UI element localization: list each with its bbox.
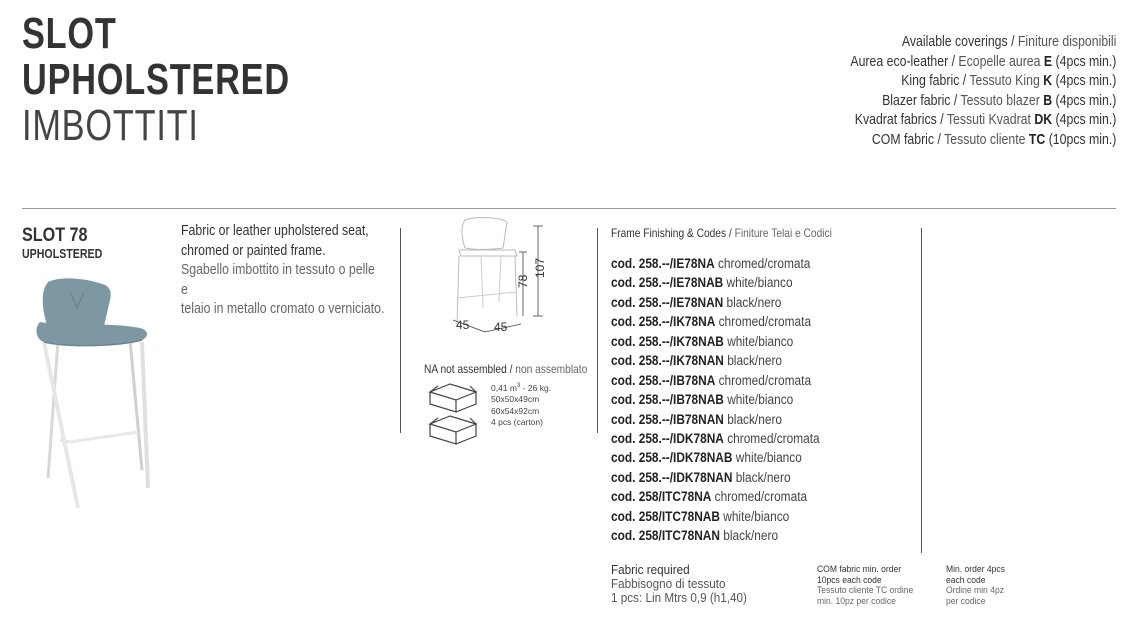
- pack-pcs: 4 pcs (carton): [491, 417, 543, 428]
- covering-it: Tessuto cliente: [943, 130, 1029, 148]
- chair-outline-seat: [459, 250, 517, 256]
- covering-row: [850, 130, 1116, 150]
- code-row: [611, 487, 820, 506]
- covering-min: (4pcs min.): [1051, 72, 1116, 90]
- not-assembled-it: non assemblato: [515, 362, 588, 376]
- packaging-info: [491, 381, 551, 429]
- covering-en: Kvadrat fabrics /: [854, 111, 947, 129]
- covering-it: Tessuto King: [969, 72, 1043, 90]
- covering-it: Tessuto blazer: [960, 91, 1043, 109]
- covering-code: TC: [1028, 130, 1045, 148]
- fabric-required-title-it: Fabbisogno di tessuto: [611, 576, 726, 591]
- pack-volume: 0,41 m: [491, 382, 517, 393]
- code-row: [611, 312, 820, 331]
- covering-it: Finiture disponibili: [1017, 33, 1116, 50]
- column-divider: [921, 228, 922, 553]
- pack-box1: 50x50x49cm: [491, 394, 540, 405]
- frame-finishing-title: [611, 226, 832, 240]
- not-assembled-en: NA not assembled /: [424, 362, 516, 376]
- covering-row: [850, 71, 1116, 91]
- min-order-note: [946, 564, 1005, 606]
- dim-seat-height: 78: [516, 274, 530, 288]
- frame-finish: black/nero: [723, 411, 783, 427]
- covering-row: [850, 91, 1116, 111]
- product-code: cod. 258/ITC78NAN: [611, 528, 720, 544]
- product-code: cod. 258.--/IDK78NAN: [611, 469, 733, 485]
- product-code: cod. 258.--/IK78NAN: [611, 353, 724, 369]
- dim-height-total: 107: [533, 257, 547, 278]
- fabric-required: [611, 563, 747, 605]
- product-code: cod. 258.--/IB78NAB: [611, 392, 724, 408]
- chair-outline-footrest: [457, 292, 517, 298]
- frame-finish: white/bianco: [732, 450, 802, 466]
- covering-en: Blazer fabric /: [881, 91, 961, 109]
- description-en-line1: Fabric or leather upholstered seat,: [181, 223, 369, 239]
- column-divider: [597, 228, 598, 433]
- description-it-line1: Sgabello imbottito in tessuto o pelle e: [181, 262, 375, 298]
- com-note-line3: Tessuto cliente TC ordine: [817, 585, 914, 595]
- not-assembled-label: [424, 362, 587, 376]
- frame-finish: white/bianco: [723, 333, 794, 349]
- section-divider: [22, 208, 1116, 209]
- product-code: cod. 258.--/IB78NAN: [611, 411, 724, 427]
- box1-front: [456, 392, 476, 412]
- code-row: [611, 410, 820, 429]
- page-title-italian: IMBOTTITI: [22, 101, 199, 150]
- covering-en: Available coverings /: [901, 33, 1018, 50]
- fabric-required-title: Fabric required: [611, 562, 690, 577]
- chair-leg-front-left: [44, 342, 78, 508]
- code-row: [611, 507, 820, 526]
- chair-outline-back: [462, 218, 507, 250]
- code-row: [611, 448, 820, 467]
- pack-volume-weight: [491, 381, 551, 394]
- com-note-line1: COM fabric min. order: [817, 564, 902, 574]
- code-row: [611, 273, 820, 292]
- code-list: [611, 254, 820, 546]
- chair-outline-leg: [481, 256, 483, 308]
- min-note-line4: per codice: [946, 595, 986, 606]
- covering-min: (4pcs min.): [1051, 52, 1116, 70]
- covering-code: K: [1042, 72, 1052, 90]
- chair-outline-leg: [457, 256, 459, 324]
- com-fabric-note: [817, 564, 913, 606]
- page-title: SLOT: [22, 9, 117, 58]
- pack-weight: - 26 kg.: [520, 382, 552, 393]
- frame-finish: black/nero: [732, 469, 791, 485]
- covering-it: Ecopelle aurea: [958, 52, 1044, 70]
- min-note-line3: Ordine min 4pz: [946, 585, 1004, 595]
- code-row: [611, 293, 820, 312]
- frame-finish: chromed/cromata: [715, 372, 812, 388]
- covering-code: DK: [1033, 111, 1052, 129]
- code-row: [611, 468, 820, 487]
- box2-side: [430, 424, 456, 444]
- covering-en: COM fabric /: [871, 130, 944, 148]
- chair-outline-leg: [499, 256, 501, 302]
- carton-box-icon: [426, 380, 484, 448]
- code-row: [611, 351, 820, 370]
- description-en-line2: chromed or painted frame.: [181, 242, 326, 259]
- covering-row: [850, 110, 1116, 130]
- dim-depth: 45: [456, 318, 470, 332]
- chair-footrest: [60, 432, 138, 442]
- product-code: cod. 258.--/IE78NAB: [611, 275, 724, 291]
- frame-title-en: Frame Finishing & Codes /: [611, 226, 735, 240]
- frame-finish: white/bianco: [719, 508, 790, 524]
- column-divider: [400, 228, 401, 433]
- covering-row: [850, 52, 1116, 72]
- dim-width: 45: [494, 320, 508, 334]
- box2-front: [456, 424, 476, 444]
- product-code: cod. 258.--/IE78NAN: [611, 294, 724, 310]
- pack-volume-unit: 3: [517, 383, 521, 389]
- pack-box2: 60x54x92cm: [491, 405, 540, 416]
- product-code: cod. 258/ITC78NA: [611, 489, 712, 505]
- min-note-line2: each code: [946, 574, 986, 585]
- product-description: [181, 222, 385, 320]
- covering-min: (4pcs min.): [1051, 91, 1116, 109]
- product-code: cod. 258.--/IK78NA: [611, 314, 716, 330]
- chair-photo: [30, 270, 160, 515]
- covering-row: [850, 32, 1116, 52]
- frame-finish: chromed/cromata: [723, 430, 820, 446]
- code-row: [611, 526, 820, 545]
- product-code: cod. 258.--/IB78NA: [611, 372, 716, 388]
- frame-finish: white/bianco: [723, 392, 794, 408]
- frame-finish: black/nero: [723, 353, 783, 369]
- covering-en: Aurea eco-leather /: [850, 52, 959, 70]
- description-it-line2: telaio in metallo cromato o verniciato.: [181, 301, 385, 317]
- covering-code: E: [1043, 52, 1052, 70]
- page-title-line2: UPHOLSTERED: [22, 55, 290, 104]
- min-note-line1: Min. order 4pcs: [946, 564, 1005, 574]
- code-row: [611, 429, 820, 448]
- covering-en: King fabric /: [900, 72, 970, 90]
- code-row: [611, 371, 820, 390]
- product-code: cod. 258.--/IDK78NAB: [611, 450, 733, 466]
- frame-title-it: Finiture Telai e Codici: [734, 226, 832, 240]
- covering-code: B: [1042, 91, 1052, 109]
- code-row: [611, 332, 820, 351]
- frame-finish: chromed/cromata: [714, 256, 811, 271]
- box1-side: [430, 392, 456, 412]
- product-subtitle: UPHOLSTERED: [22, 247, 103, 261]
- coverings-list: [850, 32, 1116, 150]
- covering-min: (10pcs min.): [1044, 130, 1116, 148]
- frame-finish: chromed/cromata: [715, 314, 812, 330]
- product-code: cod. 258/ITC78NAB: [611, 508, 720, 524]
- frame-finish: black/nero: [719, 528, 779, 544]
- com-note-line4: min. 10pz per codice: [817, 595, 896, 606]
- com-note-line2: 10pcs each code: [817, 574, 882, 585]
- covering-it: Tessuti Kvadrat: [946, 111, 1034, 129]
- product-code: cod. 258.--/IE78NA: [611, 256, 715, 271]
- code-row: [611, 254, 820, 273]
- covering-min: (4pcs min.): [1051, 111, 1116, 129]
- fabric-required-amount: 1 pcs: Lin Mtrs 0,9 (h1,40): [611, 590, 747, 605]
- product-code: cod. 258.--/IK78NAB: [611, 333, 724, 349]
- frame-finish: white/bianco: [723, 275, 793, 291]
- frame-finish: chromed/cromata: [711, 489, 808, 505]
- product-name: SLOT 78: [22, 225, 88, 246]
- product-code: cod. 258.--/IDK78NA: [611, 430, 724, 446]
- code-row: [611, 390, 820, 409]
- chair-back: [43, 278, 111, 329]
- frame-finish: black/nero: [723, 294, 782, 310]
- chair-leg-back-right: [130, 340, 142, 470]
